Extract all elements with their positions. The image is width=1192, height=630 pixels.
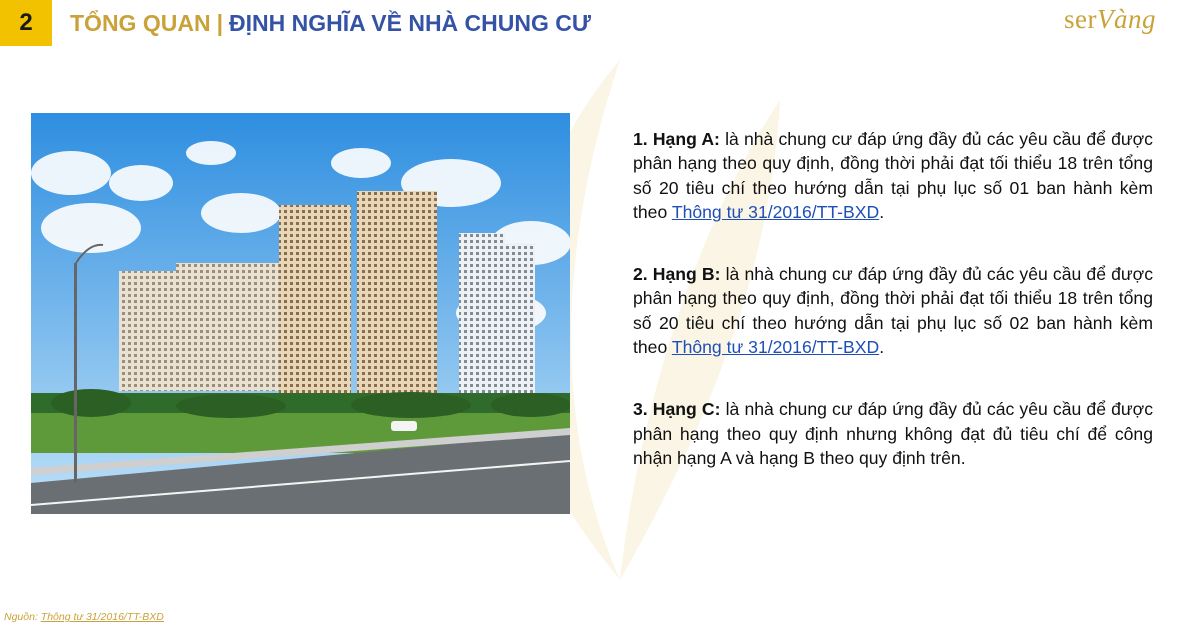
definition-item-a-after: . [879, 201, 885, 222]
page-title-part2: ĐỊNH NGHĨA VỀ NHÀ CHUNG CƯ [229, 9, 591, 36]
definition-item-b-link[interactable]: Thông tư 31/2016/TT-BXD [671, 337, 880, 358]
definition-item-a [633, 127, 1153, 224]
brand-logo-part2: Vàng [1096, 4, 1156, 34]
definition-item-c-label: 3. Hạng C: [633, 399, 721, 420]
section-number-badge [0, 0, 52, 46]
definition-item-b-text: là nhà chung cư đáp ứng đầy đủ các yêu cầu để được phân hạng theo quy định, đồng thời phải đạt tối thiểu 18 trên tổng số 20 tiêu chí theo hướng dẫn tại phụ lục số 02 ban hành kèm theo [633, 264, 1154, 358]
apartment-buildings-photo [31, 113, 570, 514]
section-number: 2 [19, 9, 33, 36]
brand-logo-part1: ser [1064, 4, 1097, 34]
brand-logo [1064, 4, 1156, 35]
definition-item-c [633, 397, 1153, 470]
definition-item-b-after: . [879, 337, 885, 358]
definitions-text [633, 127, 1153, 508]
page-title-separator: | [216, 9, 223, 36]
definition-item-c-text: là nhà chung cư đáp ứng đầy đủ các yêu cầu để được phân hạng theo quy định nhưng không đạt đủ tiêu chí để công nhận hạng A và hạng B theo quy định trên. [633, 399, 1154, 468]
definition-item-a-link[interactable]: Thông tư 31/2016/TT-BXD [671, 201, 880, 222]
source-label: Nguồn: [4, 611, 41, 623]
source-link[interactable]: Thông tư 31/2016/TT-BXD [40, 611, 164, 623]
definition-item-a-text: là nhà chung cư đáp ứng đầy đủ các yêu cầu để được phân hạng theo quy định, đồng thời phải đạt tối thiểu 18 trên tổng số 20 tiêu chí theo hướng dẫn tại phụ lục số 01 ban hành kèm theo [633, 129, 1153, 222]
definition-item-b [633, 262, 1153, 359]
definition-item-a-label: 1. Hạng A: [633, 129, 720, 149]
definition-item-b-label: 2. Hạng B: [633, 264, 721, 285]
page-title-part1: TỔNG QUAN [70, 9, 211, 36]
page-title [70, 6, 591, 40]
source-note [4, 611, 164, 623]
